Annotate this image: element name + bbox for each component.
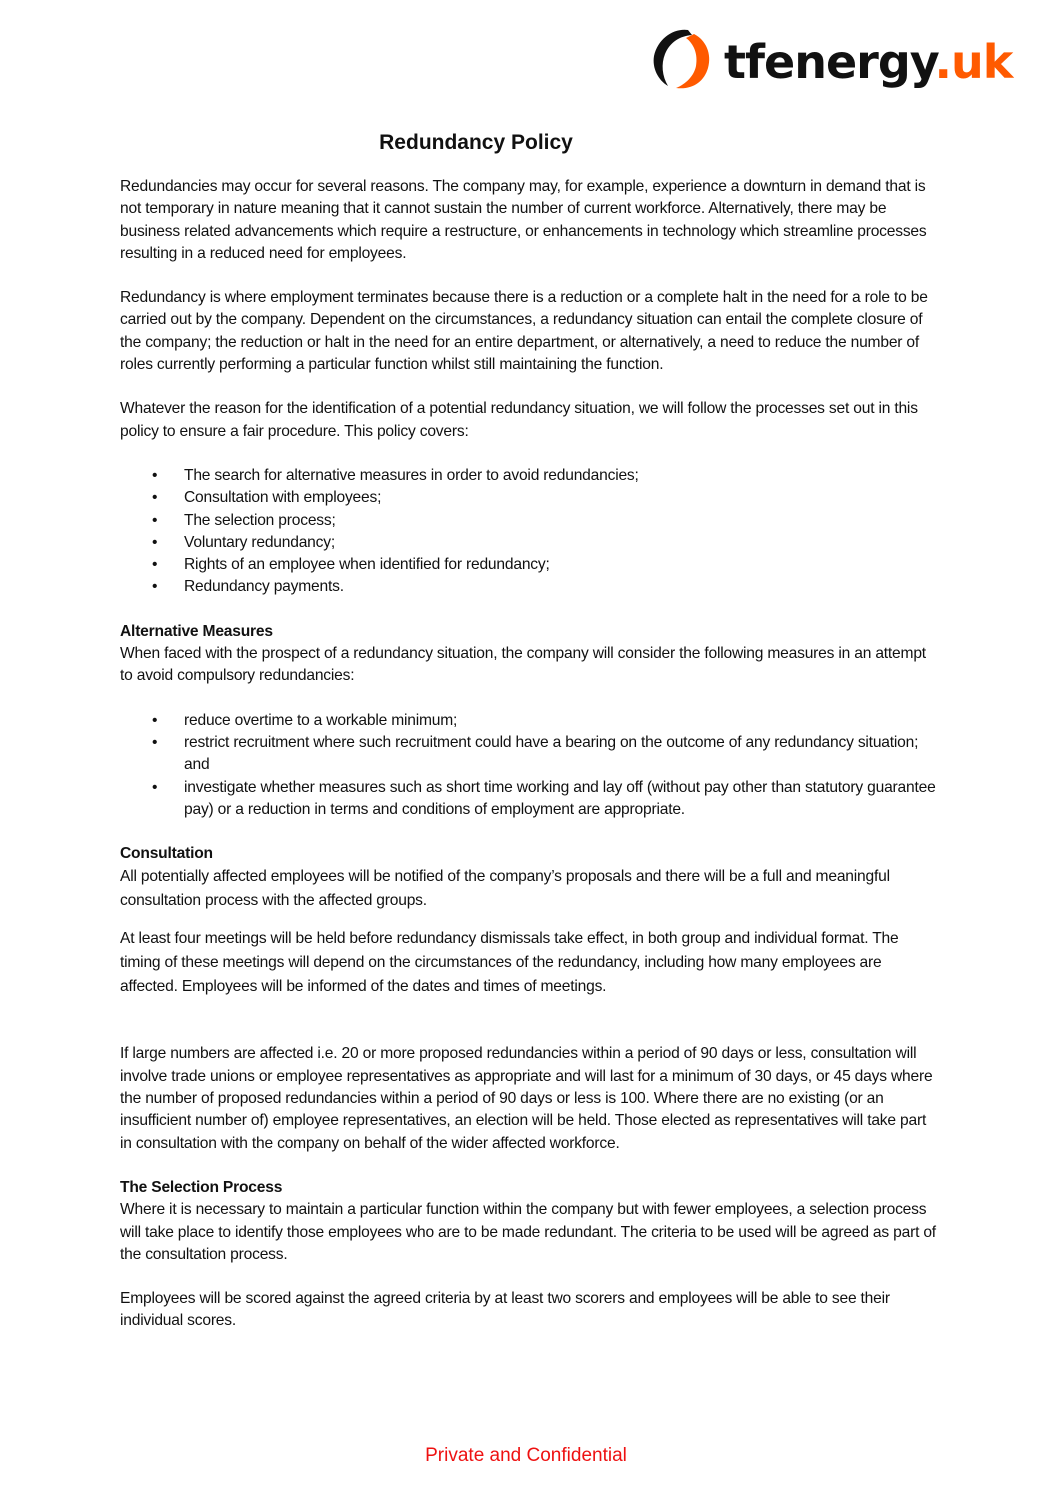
policy-covers-list (120, 465, 940, 599)
confidentiality-footer: Private and Confidential (425, 1445, 627, 1466)
logo-wordmark (724, 35, 1013, 89)
bullet-icon: • (152, 556, 158, 574)
logo-text-main: tfenergy (724, 35, 935, 89)
bullet-icon: • (152, 578, 158, 596)
intro-paragraph: Redundancy is where employment terminates because there is a reduction or a complete halt in the need for a role to be carried out by the company. Dependent on the circumstances, a redundancy situation can entail the complete closure of the company; the reduction or halt in the need for an entire department, or alternatively, a need to reduce the number of roles currently performing a particular function whilst still maintaining the function. (120, 289, 928, 374)
list-item: • restrict recruitment where such recruitment could have a bearing on the outcome of any redundancy situation; and (152, 733, 919, 774)
document-body (120, 176, 940, 1333)
list-item: • Redundancy payments. (120, 576, 940, 598)
bullet-icon: • (152, 489, 158, 507)
section-paragraph: If large numbers are affected i.e. 20 or more proposed redundancies within a period of 90 days or less, consultation will involve trade unions or employee representatives as appropriate and will last for a minimum of 30 days, or 45 days where the number of proposed redundancies within a period of 90 days or less is 100. Where there are no existing (or an insufficient number of) employee representatives, an election will be held. Those elected as representatives will take part in consultation with the company on behalf of the wider affected workforce. (120, 1045, 933, 1152)
section-paragraph: Employees will be scored against the agreed criteria by at least two scorers and employees will be able to see their individual scores. (120, 1290, 890, 1330)
logo-text-accent: .uk (934, 35, 1013, 89)
bullet-icon: • (152, 778, 158, 796)
intro-paragraph: Redundancies may occur for several reasons. The company may, for example, experience a downturn in demand that is not temporary in nature meaning that it cannot sustain the number of current workforce. Alternatively, there may be business related advancements which require a restructure, or enhancements in technology which streamline processes resulting in a reduced need for employees. (120, 178, 927, 262)
list-item: • investigate whether measures such as short time working and lay off (without pay other than statutory guarantee pay) or a reduction in terms and conditions of employment are appropriate. (152, 778, 936, 818)
intro-paragraph: Whatever the reason for the identification of a potential redundancy situation, we will follow the processes set out in this policy to ensure a fair procedure. This policy covers: (120, 400, 918, 440)
document-title: Redundancy Policy (379, 131, 573, 154)
alternative-measures-list (120, 710, 940, 821)
bullet-icon: • (152, 511, 158, 529)
list-item: • Rights of an employee when identified for redundancy; (120, 554, 940, 576)
section-heading-consultation: Consultation (120, 845, 213, 863)
section-paragraph: At least four meetings will be held before redundancy dismissals take effect, in both group and individual format. The timing of these meetings will depend on the circumstances of the redundancy, including how many employees are affected. Employees will be informed of the dates and times of meetings. (120, 930, 899, 996)
bullet-icon: • (152, 711, 158, 729)
tfenergy-ring-icon (648, 24, 718, 99)
section-heading-selection-process: The Selection Process (120, 1178, 283, 1196)
section-paragraph: All potentially affected employees will be notified of the company’s proposals and there will be a full and meaningful consultation process with the affected groups. (120, 868, 890, 910)
section-paragraph: Where it is necessary to maintain a particular function within the company but with fewer employees, a selection process will take place to identify those employees who are to be made redundant. The criteria to be used will be agreed as part of the consultation process. (120, 1201, 936, 1263)
bullet-icon: • (152, 733, 158, 751)
bullet-icon: • (152, 533, 158, 551)
list-item: • Voluntary redundancy; (120, 532, 940, 554)
list-item: • reduce overtime to a workable minimum; (120, 710, 940, 732)
list-item: • The selection process; (120, 510, 940, 532)
list-item: • Consultation with employees; (120, 487, 940, 509)
list-item: • The search for alternative measures in order to avoid redundancies; (120, 465, 940, 487)
company-logo (648, 26, 1012, 96)
section-paragraph: When faced with the prospect of a redundancy situation, the company will consider the following measures in an attempt to avoid compulsory redundancies: (120, 645, 926, 685)
section-heading-alternative-measures: Alternative Measures (120, 622, 273, 640)
bullet-icon: • (152, 466, 158, 484)
